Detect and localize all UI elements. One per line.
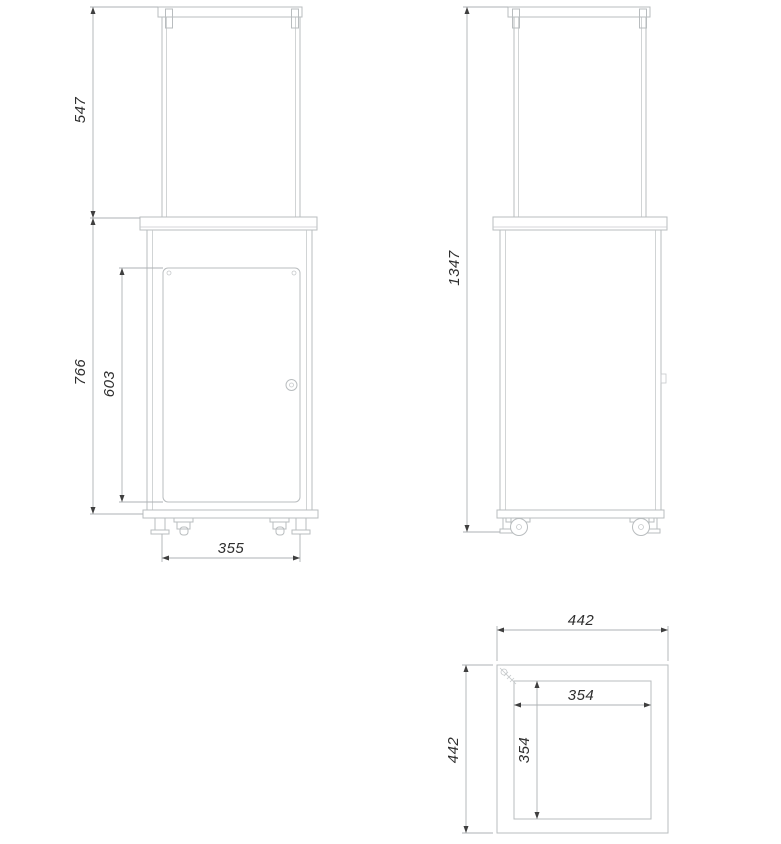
dim-outer-width [497,612,668,661]
cabinet-door [163,268,300,502]
dim-inner-depth [516,681,540,819]
side-view [446,7,667,536]
door-hinge-pin-left [167,271,171,275]
caster-right-side [630,518,660,536]
dim-inner-width [514,687,651,708]
glass-panel [162,17,300,217]
glass-cap-side [508,7,650,17]
corner-post-right [292,9,299,28]
top-shelf [140,217,317,230]
leveling-foot-right [292,518,310,534]
dim-label-766: 766 [72,358,89,386]
dim-outer-depth [445,665,493,833]
dim-label-355: 355 [217,540,245,557]
dim-foot-spacing [162,534,300,562]
front-view [72,7,318,562]
caster-left [174,518,193,535]
door-lock-keyhole [290,383,294,387]
caster-left-side [500,518,530,536]
door-lock-side-profile [661,374,666,383]
dim-label-1347: 1347 [446,250,463,286]
dim-cabinet-height [72,218,143,514]
dim-label-442-width: 442 [567,612,595,629]
dim-glass-height [72,7,158,218]
dim-label-354-width: 354 [567,687,595,704]
top-view [445,612,668,833]
door-lock [286,380,297,391]
dim-label-603: 603 [101,370,118,398]
dim-label-547: 547 [72,96,89,124]
cabinet-body [147,230,312,510]
caster-right [270,518,289,535]
dim-total-height [446,7,508,532]
glass-panel-side [514,17,646,217]
corner-post-right-side [640,9,647,28]
door-hinge-pin-right [292,271,296,275]
dim-label-442-depth: 442 [445,736,462,764]
cabinet-body-side [500,230,661,510]
base-plate [143,510,318,518]
top-shelf-side [493,217,667,230]
base-plate-side [497,510,664,518]
dim-door-height [101,268,163,502]
leveling-foot-left [151,518,169,534]
corner-valve-detail [500,668,516,684]
glass-cap [158,7,302,17]
dim-label-354-depth: 354 [516,736,533,764]
